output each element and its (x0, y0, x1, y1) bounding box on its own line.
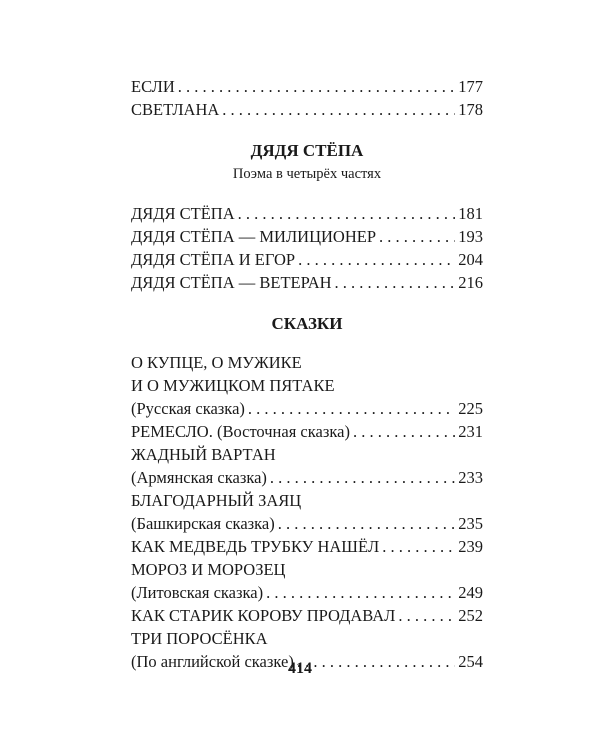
entry-page: 216 (458, 273, 483, 292)
toc-entry (131, 604, 483, 627)
entry-title: КАК МЕДВЕДЬ ТРУБКУ НАШЁЛ (131, 537, 380, 556)
entry-subtitle: (Башкирская сказка) (131, 514, 275, 533)
entry-page: 225 (458, 399, 483, 418)
entry-page: 239 (458, 537, 483, 556)
entry-page: 178 (458, 100, 483, 119)
entry-title-line: И О МУЖИЦКОМ ПЯТАКЕ (131, 376, 335, 395)
entry-subtitle: (По английской сказке) (131, 652, 294, 671)
entry-page: 193 (458, 227, 483, 246)
dot-leader (335, 271, 456, 294)
entry-title: ДЯДЯ СТЁПА И ЕГОР (131, 250, 296, 269)
toc-entry (131, 225, 483, 248)
dot-leader (382, 535, 455, 558)
table-of-contents (131, 75, 483, 673)
toc-entry (131, 202, 483, 225)
entry-page: 235 (458, 514, 483, 533)
toc-entry (131, 466, 483, 489)
section-subtitle: Поэма в четырёх частях (232, 166, 382, 182)
toc-entry (131, 535, 483, 558)
entry-title-line: О КУПЦЕ, О МУЖИКЕ (131, 353, 302, 372)
dot-leader (353, 420, 455, 443)
entry-title-line: МОРОЗ И МОРОЗЕЦ (131, 560, 286, 579)
entry-page: 252 (458, 606, 483, 625)
entry-page: 233 (458, 468, 483, 487)
entry-page: 177 (458, 77, 483, 96)
dot-leader (398, 604, 455, 627)
toc-entry-group (131, 443, 483, 489)
toc-entry-group (131, 489, 483, 535)
toc-entry (131, 420, 483, 443)
entry-title: ЕСЛИ (131, 77, 175, 96)
dot-leader (270, 466, 455, 489)
section-heading: СКАЗКИ (271, 314, 343, 333)
toc-entry-group (131, 558, 483, 604)
toc-entry-group (131, 351, 483, 420)
dot-leader (266, 581, 455, 604)
toc-entry (131, 397, 483, 420)
entry-title: ДЯДЯ СТЁПА — ВЕТЕРАН (131, 273, 332, 292)
entry-page: 254 (458, 652, 483, 671)
entry-subtitle: (Армянская сказка) (131, 468, 267, 487)
entry-title-line: БЛАГОДАРНЫЙ ЗАЯЦ (131, 491, 302, 510)
toc-entry (131, 75, 483, 98)
entry-page: 231 (458, 422, 483, 441)
dot-leader (298, 248, 455, 271)
entry-title: КАК СТАРИК КОРОВУ ПРОДАВАЛ (131, 606, 396, 625)
dot-leader (248, 397, 455, 420)
dot-leader (178, 75, 455, 98)
toc-entry (131, 98, 483, 121)
toc-entry (131, 271, 483, 294)
dot-leader (379, 225, 455, 248)
dot-leader (238, 202, 456, 225)
entry-page: 181 (458, 204, 483, 223)
entry-subtitle: (Русская сказка) (131, 399, 245, 418)
dot-leader (278, 512, 456, 535)
entry-page: 204 (458, 250, 483, 269)
page-number: 414 (288, 660, 312, 677)
entry-subtitle: (Литовская сказка) (131, 583, 264, 602)
dot-leader (222, 98, 455, 121)
section-heading: ДЯДЯ СТЁПА (250, 141, 364, 160)
entry-title-line: ЖАДНЫЙ ВАРТАН (131, 445, 276, 464)
toc-entry (131, 581, 483, 604)
entry-title: ДЯДЯ СТЁПА (131, 204, 235, 223)
entry-page: 249 (458, 583, 483, 602)
toc-entry (131, 248, 483, 271)
entry-title: РЕМЕСЛО. (Восточная сказка) (131, 422, 350, 441)
entry-title: ДЯДЯ СТЁПА — МИЛИЦИОНЕР (131, 227, 377, 246)
entry-title-line: ТРИ ПОРОСЁНКА (131, 629, 268, 648)
toc-entry (131, 512, 483, 535)
entry-title: СВЕТЛАНА (131, 100, 220, 119)
